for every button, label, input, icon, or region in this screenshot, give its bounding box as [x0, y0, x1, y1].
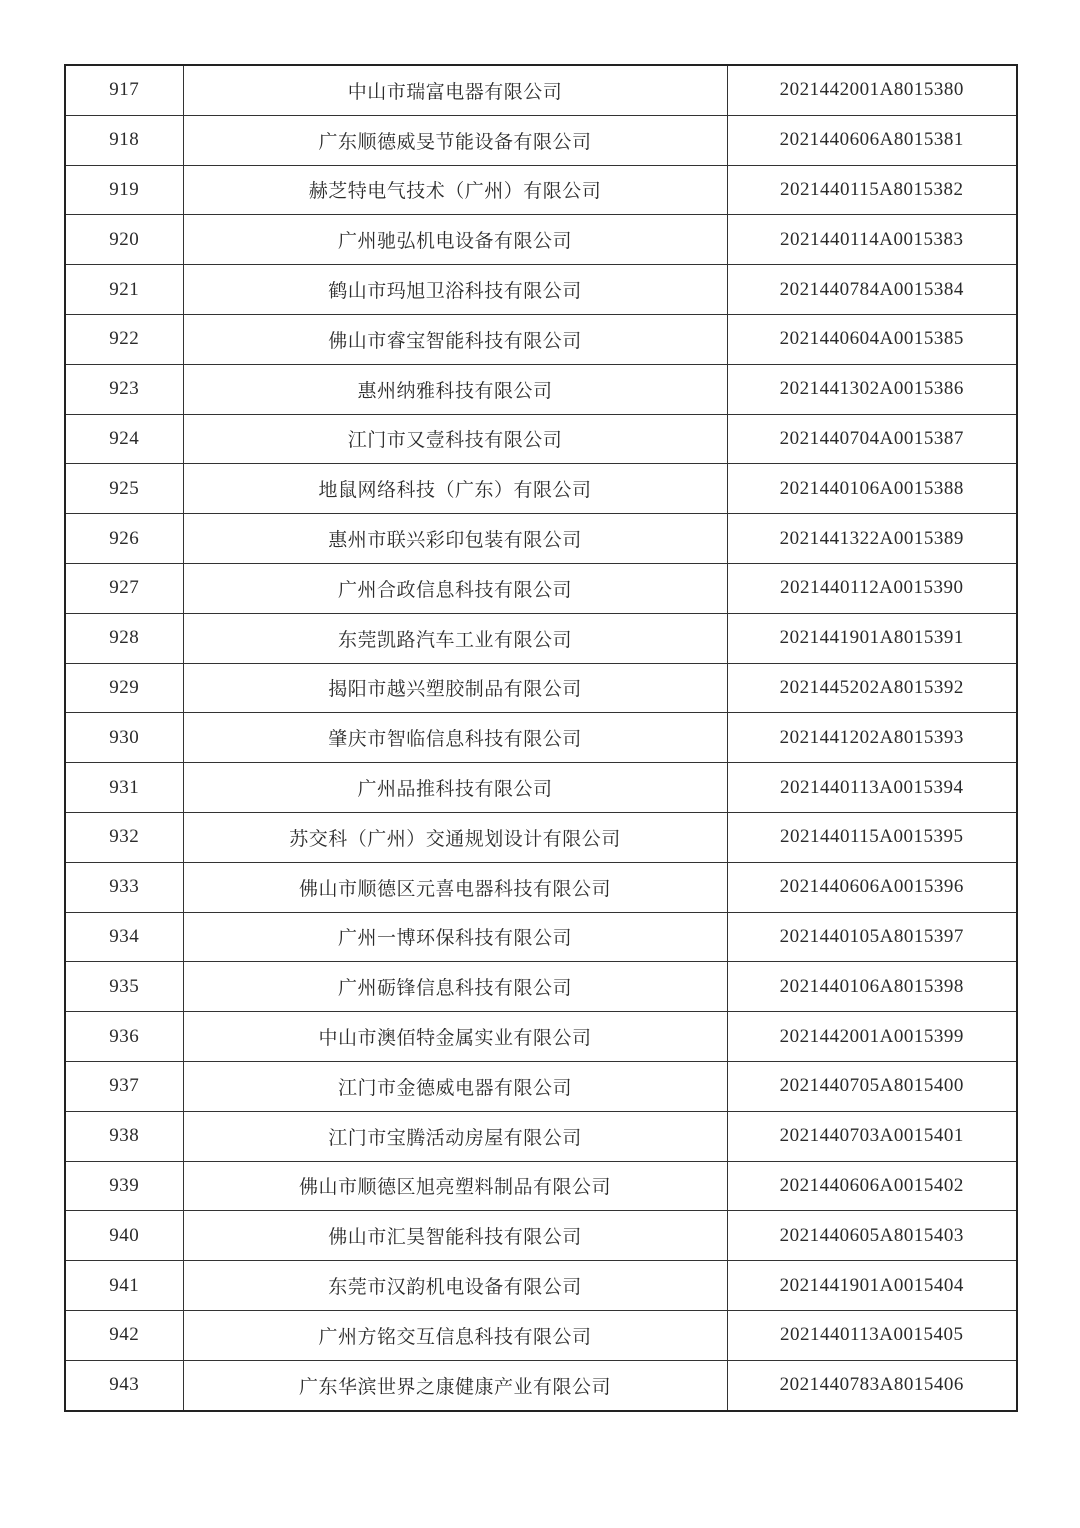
table-row: [65, 65, 1017, 115]
company-name-cell: 东莞市汉韵机电设备有限公司: [183, 1261, 727, 1311]
table-row: [65, 613, 1017, 663]
row-number-cell: 919: [65, 165, 183, 215]
registration-code-cell: 2021440703A0015401: [727, 1111, 1017, 1161]
registration-code-cell: 2021441302A0015386: [727, 364, 1017, 414]
row-number-cell: 931: [65, 763, 183, 813]
document-page: [64, 64, 1016, 1412]
registration-code-cell: 2021440113A0015405: [727, 1310, 1017, 1360]
registration-code-cell: 2021445202A8015392: [727, 663, 1017, 713]
registration-code-cell: 2021441901A0015404: [727, 1261, 1017, 1311]
company-name-cell: 广州驰弘机电设备有限公司: [183, 215, 727, 265]
registration-code-cell: 2021440605A8015403: [727, 1211, 1017, 1261]
row-number-cell: 939: [65, 1161, 183, 1211]
registration-code-cell: 2021440115A0015395: [727, 812, 1017, 862]
registration-code-cell: 2021442001A0015399: [727, 1012, 1017, 1062]
table-row: [65, 563, 1017, 613]
registration-code-cell: 2021440114A0015383: [727, 215, 1017, 265]
row-number-cell: 920: [65, 215, 183, 265]
registration-code-cell: 2021440783A8015406: [727, 1360, 1017, 1410]
row-number-cell: 936: [65, 1012, 183, 1062]
row-number-cell: 943: [65, 1360, 183, 1410]
company-name-cell: 广州一博环保科技有限公司: [183, 912, 727, 962]
table-row: [65, 812, 1017, 862]
row-number-cell: 941: [65, 1261, 183, 1311]
company-name-cell: 地鼠网络科技（广东）有限公司: [183, 464, 727, 514]
row-number-cell: 937: [65, 1061, 183, 1111]
table-row: [65, 265, 1017, 315]
registration-code-cell: 2021440105A8015397: [727, 912, 1017, 962]
table-row: [65, 1360, 1017, 1410]
company-list-table: [64, 64, 1018, 1412]
row-number-cell: 923: [65, 364, 183, 414]
row-number-cell: 930: [65, 713, 183, 763]
table-row: [65, 514, 1017, 564]
registration-code-cell: 2021441202A8015393: [727, 713, 1017, 763]
company-name-cell: 佛山市汇昊智能科技有限公司: [183, 1211, 727, 1261]
registration-code-cell: 2021440705A8015400: [727, 1061, 1017, 1111]
company-name-cell: 肇庆市智临信息科技有限公司: [183, 713, 727, 763]
registration-code-cell: 2021440112A0015390: [727, 563, 1017, 613]
table-row: [65, 1111, 1017, 1161]
row-number-cell: 925: [65, 464, 183, 514]
row-number-cell: 932: [65, 812, 183, 862]
table-row: [65, 862, 1017, 912]
company-name-cell: 广州砺锋信息科技有限公司: [183, 962, 727, 1012]
row-number-cell: 934: [65, 912, 183, 962]
table-row: [65, 1261, 1017, 1311]
table-row: [65, 663, 1017, 713]
row-number-cell: 940: [65, 1211, 183, 1261]
table-row: [65, 912, 1017, 962]
company-name-cell: 广东华滨世界之康健康产业有限公司: [183, 1360, 727, 1410]
table-row: [65, 763, 1017, 813]
table-row: [65, 713, 1017, 763]
company-name-cell: 赫芝特电气技术（广州）有限公司: [183, 165, 727, 215]
registration-code-cell: 2021441322A0015389: [727, 514, 1017, 564]
company-name-cell: 佛山市睿宝智能科技有限公司: [183, 314, 727, 364]
table-row: [65, 1012, 1017, 1062]
row-number-cell: 927: [65, 563, 183, 613]
company-name-cell: 惠州市联兴彩印包装有限公司: [183, 514, 727, 564]
table-row: [65, 414, 1017, 464]
table-body: [65, 65, 1017, 1411]
company-name-cell: 东莞凯路汽车工业有限公司: [183, 613, 727, 663]
company-name-cell: 佛山市顺德区旭亮塑料制品有限公司: [183, 1161, 727, 1211]
row-number-cell: 918: [65, 115, 183, 165]
table-row: [65, 215, 1017, 265]
table-row: [65, 464, 1017, 514]
registration-code-cell: 2021440106A0015388: [727, 464, 1017, 514]
row-number-cell: 917: [65, 65, 183, 115]
company-name-cell: 佛山市顺德区元喜电器科技有限公司: [183, 862, 727, 912]
company-name-cell: 广州合政信息科技有限公司: [183, 563, 727, 613]
registration-code-cell: 2021440113A0015394: [727, 763, 1017, 813]
registration-code-cell: 2021440604A0015385: [727, 314, 1017, 364]
company-name-cell: 广东顺德威旻节能设备有限公司: [183, 115, 727, 165]
row-number-cell: 935: [65, 962, 183, 1012]
registration-code-cell: 2021440606A8015381: [727, 115, 1017, 165]
row-number-cell: 929: [65, 663, 183, 713]
company-name-cell: 江门市又壹科技有限公司: [183, 414, 727, 464]
company-name-cell: 中山市瑞富电器有限公司: [183, 65, 727, 115]
company-name-cell: 中山市澳佰特金属实业有限公司: [183, 1012, 727, 1062]
row-number-cell: 926: [65, 514, 183, 564]
row-number-cell: 928: [65, 613, 183, 663]
company-name-cell: 江门市宝腾活动房屋有限公司: [183, 1111, 727, 1161]
table-row: [65, 962, 1017, 1012]
row-number-cell: 933: [65, 862, 183, 912]
company-name-cell: 广州品推科技有限公司: [183, 763, 727, 813]
row-number-cell: 938: [65, 1111, 183, 1161]
table-row: [65, 1310, 1017, 1360]
registration-code-cell: 2021441901A8015391: [727, 613, 1017, 663]
table-row: [65, 115, 1017, 165]
table-row: [65, 1161, 1017, 1211]
company-name-cell: 惠州纳雅科技有限公司: [183, 364, 727, 414]
table-row: [65, 364, 1017, 414]
registration-code-cell: 2021442001A8015380: [727, 65, 1017, 115]
company-name-cell: 揭阳市越兴塑胶制品有限公司: [183, 663, 727, 713]
table-row: [65, 1061, 1017, 1111]
company-name-cell: 鹤山市玛旭卫浴科技有限公司: [183, 265, 727, 315]
row-number-cell: 922: [65, 314, 183, 364]
registration-code-cell: 2021440606A0015396: [727, 862, 1017, 912]
table-row: [65, 314, 1017, 364]
row-number-cell: 942: [65, 1310, 183, 1360]
registration-code-cell: 2021440606A0015402: [727, 1161, 1017, 1211]
registration-code-cell: 2021440784A0015384: [727, 265, 1017, 315]
registration-code-cell: 2021440115A8015382: [727, 165, 1017, 215]
company-name-cell: 苏交科（广州）交通规划设计有限公司: [183, 812, 727, 862]
registration-code-cell: 2021440704A0015387: [727, 414, 1017, 464]
company-name-cell: 江门市金德威电器有限公司: [183, 1061, 727, 1111]
company-name-cell: 广州方铭交互信息科技有限公司: [183, 1310, 727, 1360]
row-number-cell: 924: [65, 414, 183, 464]
registration-code-cell: 2021440106A8015398: [727, 962, 1017, 1012]
table-row: [65, 1211, 1017, 1261]
row-number-cell: 921: [65, 265, 183, 315]
table-row: [65, 165, 1017, 215]
